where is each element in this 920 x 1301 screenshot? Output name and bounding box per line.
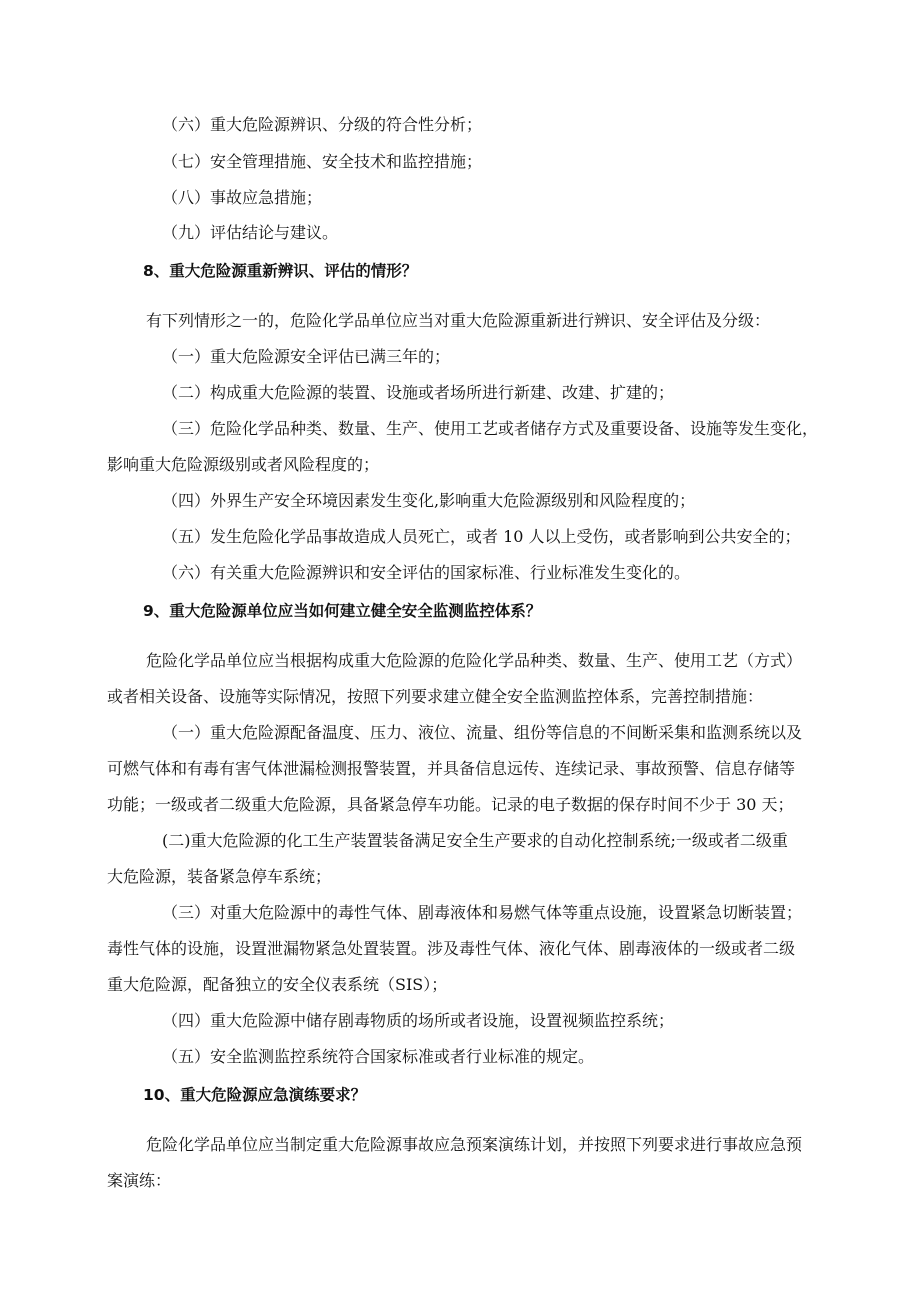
list-item: （一）重大危险源安全评估已满三年的； — [162, 347, 451, 366]
list-item: （七）安全管理措施、安全技术和监控措施； — [162, 152, 483, 171]
list-item: （一）重大危险源配备温度、压力、液位、流量、组份等信息的不间断采集和监测系统以及 — [162, 723, 803, 742]
paragraph-line: 或者相关设备、设施等实际情况，按照下列要求建立健全安全监测监控体系，完善控制措施： — [107, 687, 764, 706]
list-item: （四）重大危险源中储存剧毒物质的场所或者设施，设置视频监控系统； — [162, 1011, 675, 1030]
list-item: （四）外界生产安全环境因素发生变化,影响重大危险源级别和风险程度的； — [162, 491, 696, 510]
list-item: （六）重大危险源辨识、分级的符合性分析； — [162, 115, 483, 134]
list-item: (二)重大危险源的化工生产装置装备满足安全生产要求的自动化控制系统;一级或者二级重 — [162, 831, 788, 850]
paragraph-line: 有下列情形之一的，危险化学品单位应当对重大危险源重新进行辨识、安全评估及分级： — [146, 311, 771, 330]
paragraph-line: 影响重大危险源级别或者风险程度的； — [107, 455, 380, 474]
section-heading: 8、重大危险源重新辨识、评估的情形？ — [143, 262, 418, 280]
paragraph-line: 危险化学品单位应当制定重大危险源事故应急预案演练计划，并按照下列要求进行事故应急预 — [146, 1135, 803, 1154]
list-item: （九）评估结论与建议。 — [162, 223, 339, 242]
section-heading: 10、重大危险源应急演练要求？ — [143, 1086, 367, 1104]
paragraph-line: 毒性气体的设施，设置泄漏物紧急处置装置。涉及毒性气体、液化气体、剧毒液体的一级或者二级 — [107, 939, 796, 958]
list-item: （六）有关重大危险源辨识和安全评估的国家标准、行业标准发生变化的。 — [162, 563, 691, 582]
paragraph-line: 案演练： — [107, 1171, 172, 1190]
paragraph-line: 重大危险源，配备独立的安全仪表系统（SIS）； — [107, 975, 448, 994]
list-item: （八）事故应急措施； — [162, 188, 323, 207]
list-item: （五）安全监测监控系统符合国家标准或者行业标准的规定。 — [162, 1047, 595, 1066]
paragraph-line: 危险化学品单位应当根据构成重大危险源的危险化学品种类、数量、生产、使用工艺（方式） — [146, 651, 803, 670]
list-item: （二）构成重大危险源的装置、设施或者场所进行新建、改建、扩建的； — [162, 383, 675, 402]
section-heading: 9、重大危险源单位应当如何建立健全安全监测监控体系？ — [143, 602, 542, 620]
list-item: （三）危险化学品种类、数量、生产、使用工艺或者储存方式及重要设备、设施等发生变化， — [162, 419, 819, 438]
paragraph-line: 可燃气体和有毒有害气体泄漏检测报警装置，并具备信息远传、连续记录、事故预警、信息存储等 — [107, 759, 796, 778]
list-item: （五）发生危险化学品事故造成人员死亡，或者 10 人以上受伤，或者影响到公共安全的； — [162, 527, 801, 546]
list-item: （三）对重大危险源中的毒性气体、剧毒液体和易燃气体等重点设施，设置紧急切断装置； — [162, 903, 803, 922]
paragraph-line: 大危险源，装备紧急停车系统； — [107, 867, 332, 886]
paragraph-line: 功能；一级或者二级重大危险源，具备紧急停车功能。记录的电子数据的保存时间不少于 30 天； — [107, 795, 794, 814]
